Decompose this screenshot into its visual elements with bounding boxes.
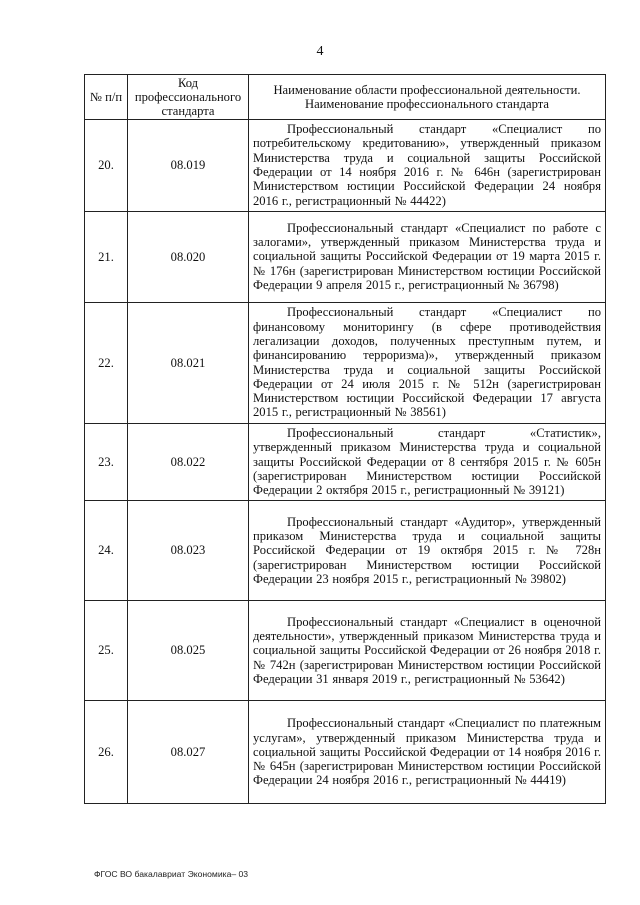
row-code: 08.027 bbox=[128, 701, 249, 804]
professional-standards-table bbox=[84, 74, 606, 804]
row-text bbox=[249, 701, 606, 804]
row-text-content: Профессиональный стандарт «Специалист в оценочной деятельности», утвержденный приказом Министерства труда и социальной защиты Российской Федерации от 26 ноября 2018 г. № 742н (зарегистрирован Министерством юстиции Российской Федерации 31 января 2019 г., регистрационный № 53642) bbox=[253, 614, 601, 686]
header-num: № п/п bbox=[85, 75, 128, 120]
row-num: 20. bbox=[85, 120, 128, 212]
row-text-content: Профессиональный стандарт «Специалист по потребительскому кредитованию», утвержденный приказом Министерства труда и социальной защиты Российской Федерации от 14 ноября 2016 г. № 646н (зарегистрирован Министерством юстиции Российской Федерации 24 ноября 2016 г., регистрационный № 44422) bbox=[253, 122, 601, 208]
table-row bbox=[85, 601, 606, 701]
row-code: 08.021 bbox=[128, 303, 249, 424]
row-num: 23. bbox=[85, 424, 128, 501]
row-text bbox=[249, 212, 606, 303]
row-code: 08.022 bbox=[128, 424, 249, 501]
row-text bbox=[249, 601, 606, 701]
row-text-content: Профессиональный стандарт «Статистик», утвержденный приказом Министерства труда и социальной защиты Российской Федерации от 8 сентября 2015 г. № 605н (зарегистрирован Министерством юстиции Российской Федерации 2 октября 2015 г., регистрационный № 39121) bbox=[253, 426, 601, 498]
row-num: 22. bbox=[85, 303, 128, 424]
row-text-content: Профессиональный стандарт «Специалист по финансовому мониторингу (в сфере противодействия легализации доходов, полученных преступным путем, и финансированию терроризма)», утвержденный приказом Министерства труда и социальной защиты Российской Федерации от 24 июля 2015 г. № 512н (зарегистрирован Министерством юстиции Российской Федерации 17 августа 2015 г., регистрационный № 38561) bbox=[253, 305, 601, 420]
row-code: 08.025 bbox=[128, 601, 249, 701]
header-code: Код профессионального стандарта bbox=[128, 75, 249, 120]
table-row bbox=[85, 120, 606, 212]
table-row bbox=[85, 212, 606, 303]
table-row bbox=[85, 424, 606, 501]
row-text-content: Профессиональный стандарт «Специалист по работе с залогами», утвержденный приказом Министерства труда и социальной защиты Российской Федерации от 19 марта 2015 г. № 176н (зарегистрирован Министерством юстиции Российской Федерации 9 апреля 2015 г., регистрационный № 36798) bbox=[253, 220, 601, 292]
footer-note: ФГОС ВО бакалавриат Экономика– 03 bbox=[94, 869, 249, 879]
header-name: Наименование области профессиональной деятельности. Наименование профессионального стандарта bbox=[249, 75, 606, 120]
page-number: 4 bbox=[316, 44, 324, 59]
row-code: 08.019 bbox=[128, 120, 249, 212]
row-num: 25. bbox=[85, 601, 128, 701]
table-header-row bbox=[85, 75, 606, 120]
row-num: 21. bbox=[85, 212, 128, 303]
row-num: 24. bbox=[85, 501, 128, 601]
row-text-content: Профессиональный стандарт «Специалист по платежным услугам», утвержденный приказом Министерства труда и социальной защиты Российской Федерации от 14 ноября 2016 г. № 645н (зарегистрирован Министерством юстиции Российской Федерации 24 ноября 2016 г., регистрационный № 44419) bbox=[253, 716, 601, 788]
row-text-content: Профессиональный стандарт «Аудитор», утвержденный приказом Министерства труда и социальной защиты Российской Федерации от 19 октября 2015 г. № 728н (зарегистрирован Министерством юстиции Российской Федерации 23 ноября 2015 г., регистрационный № 39802) bbox=[253, 514, 601, 586]
table-row bbox=[85, 701, 606, 804]
row-code: 08.023 bbox=[128, 501, 249, 601]
table-row bbox=[85, 501, 606, 601]
row-text bbox=[249, 424, 606, 501]
table-row bbox=[85, 303, 606, 424]
row-text bbox=[249, 501, 606, 601]
row-text bbox=[249, 303, 606, 424]
row-num: 26. bbox=[85, 701, 128, 804]
row-text bbox=[249, 120, 606, 212]
row-code: 08.020 bbox=[128, 212, 249, 303]
